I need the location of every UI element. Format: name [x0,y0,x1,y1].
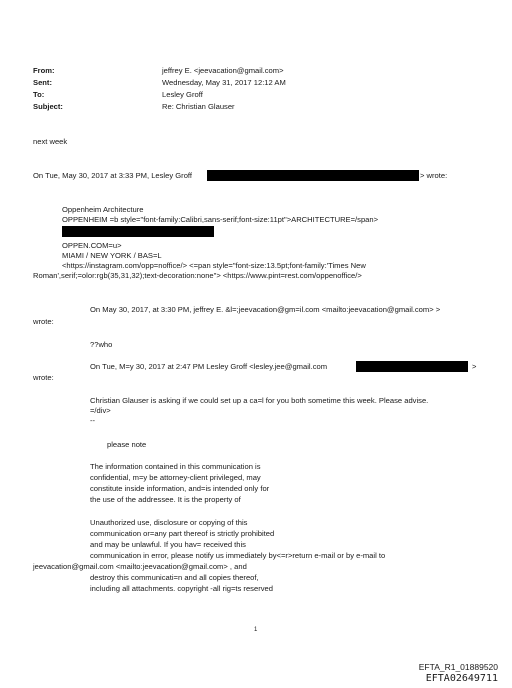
redaction-bar [207,170,419,181]
message-line: -- [90,416,96,425]
document-id-secondary: EFTA02649711 [425,673,498,684]
redaction-bar [62,226,214,237]
please-note: please note [107,440,147,449]
page-number: 1 [254,627,258,633]
from-value: jeffrey E. <jeevacation@gmail.com> [162,66,284,75]
reply-text: next week [33,137,68,146]
signature-line: OPPENHEIM =b style="font-family:Calibri,sans-serif;font-size:11pt">ARCHITECTURE=/span> [62,215,379,224]
message-line: Christian Glauser is asking if we could set up a ca=l for you both sometime this week. Please advise. [90,396,429,405]
signature-line: Oppenheim Architecture [62,205,144,214]
disclaimer-line: the use of the addressee. It is the property of [90,495,241,504]
who-text: ??who [90,340,113,349]
disclaimer-line: The information contained in this communication is [90,462,261,471]
quote1-wrote: > wrote: [420,171,448,180]
to-value: Lesley Groff [162,90,203,99]
quote3-header: On Tue, M=y 30, 2017 at 2:47 PM Lesley Groff <lesley.jee@gmail.com [90,362,328,371]
disclaimer-line: Unauthorized use, disclosure or copying of this [90,518,248,527]
quote2-wrote: wrote: [33,317,54,326]
signature-line: <https://instagram.com/opp=noffice/> <=pan style="font-size:13.5pt;font-family:'Times New [62,261,366,270]
signature-line: OPPEN.COM=u> [62,241,122,250]
disclaimer-line: and may be unlawful. If you hav= received this [90,540,246,549]
disclaimer-line: communication or=any part thereof is strictly prohibited [90,529,275,538]
sent-label: Sent: [33,78,52,87]
message-line: =/div> [90,406,111,415]
subject-label: Subject: [33,102,63,111]
subject-value: Re: Christian Glauser [162,102,235,111]
disclaimer-line: jeevacation@gmail.com <mailto:jeevacation@gmail.com> , and [33,562,247,571]
disclaimer-line: including all attachments. copyright -all rig=ts reserved [90,584,273,593]
redaction-bar [356,361,468,372]
quote3-wrote: wrote: [33,373,54,382]
quote2-header: On May 30, 2017, at 3:30 PM, jeffrey E. &l=;jeevacation@gm=il.com <mailto:jeevacation@gmail.com> > [90,305,441,314]
to-label: To: [33,90,45,99]
signature-line: Roman',serif;=olor:rgb(35,31,32);text-decoration:none"> <https://www.pint=rest.com/oppenoffice/> [33,271,362,280]
disclaimer-line: confidential, m=y be attorney-client privileged, may [90,473,261,482]
from-label: From: [33,66,55,75]
quote3-gt: > [472,362,477,371]
document-id-primary: EFTA_R1_01889520 [418,662,498,672]
disclaimer-line: destroy this communicati=n and all copies thereof, [90,573,259,582]
disclaimer-line: constitute inside information, and=is intended only for [90,484,270,493]
signature-line: MIAMI / NEW YORK / BAS=L [62,251,162,260]
disclaimer-line: communication in error, please notify us immediately by<=r>return e-mail or by e-mail to [90,551,386,560]
quote1-header: On Tue, May 30, 2017 at 3:33 PM, Lesley Groff [33,171,192,180]
sent-value: Wednesday, May 31, 2017 12:12 AM [162,78,286,87]
